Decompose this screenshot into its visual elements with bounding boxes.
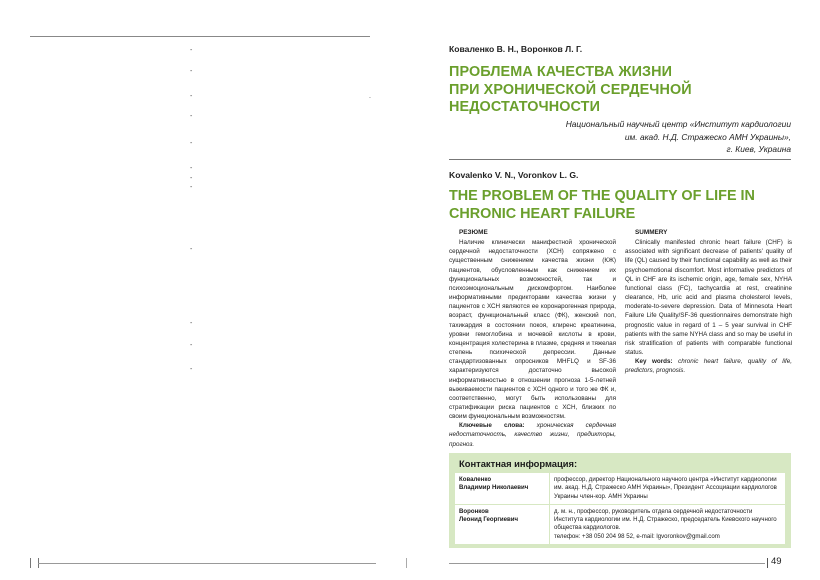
left-page-top-rule	[30, 36, 370, 37]
summary-keywords-label: Key words:	[635, 358, 673, 366]
summary-keywords-text: chronic heart failure, quality of life, predictors, prognosis.	[625, 358, 792, 375]
article-title-ru	[449, 64, 789, 117]
left-page-mark: -	[190, 140, 193, 147]
contact-description: д. м. н., профессор, руководитель отдела сердечной недостаточности Институтa кардиологии им. Н.Д. Стражеско, председатель Киевского научного общества кардиологов. телефон: +38 050 204 98 52, e-mail: lgvoronkov@gmail.com	[554, 507, 777, 540]
title-ru-line: НЕДОСТАТОЧНОСТИ	[449, 99, 601, 115]
left-page-mark: -	[190, 93, 193, 100]
affiliation-line: г. Киев, Украина	[726, 144, 791, 154]
resume-keywords	[449, 421, 616, 448]
left-page-mark: -	[190, 68, 193, 75]
contact-description: профессор, директор Национального научного центра «Институт кардиологии им. акад. Н.Д. Стражеско АМН Украины», Президент Ассоциации кардиологов Украины член-кор. АМН Украины	[554, 476, 777, 500]
contact-row	[455, 473, 785, 505]
left-page-mark: -	[190, 320, 193, 327]
left-page-mark: -	[190, 175, 193, 182]
contact-info-box	[449, 453, 791, 548]
footer-rule	[449, 563, 765, 564]
title-ru-line: ПРИ ХРОНИЧЕСКОЙ СЕРДЕЧНОЙ	[449, 81, 692, 98]
contact-name: Воронков Леонид Георгиевич	[455, 505, 550, 544]
left-page-mark: .	[369, 93, 371, 100]
contact-title: Контактная информация:	[459, 458, 578, 469]
resume-keywords-text: хроническая сердечная недостаточность, качество жизни, предикторы, прогноз.	[449, 422, 616, 448]
contact-table	[455, 473, 785, 544]
article-title-en	[449, 188, 794, 223]
left-page-mark: -	[190, 47, 193, 54]
contact-name: Коваленко Владимир Николаевич	[455, 473, 550, 504]
left-page-bottom-tick	[30, 558, 31, 568]
affiliation-line: Национальный научный центр «Институт кардиологии	[565, 119, 791, 129]
summary-heading: SUMMERY	[635, 229, 668, 236]
left-page-mark: -	[190, 165, 193, 172]
title-en-line: CHRONIC HEART FAILURE	[449, 205, 636, 222]
affiliation-line: им. акад. Н.Д. Стражеско АМН Украины»,	[624, 131, 791, 142]
footer-separator	[767, 558, 768, 568]
authors-ru: Коваленко В. Н., Воронков Л. Г.	[449, 44, 583, 54]
left-page-mark: -	[190, 366, 193, 373]
title-en-line: THE PROBLEM OF THE QUALITY OF LIFE IN	[449, 188, 755, 204]
authors-en: Kovalenko V. N., Voronkov L. G.	[449, 170, 579, 180]
left-page-bottom-rule	[38, 563, 376, 564]
summary-body: Clinically manifested chronic heart failure (CHF) is associated with significant decrease of patients' quality of life (QL) caused by their functional capability as well as their psychoemotional discomfort. Most informative predictors of QL in CHF are its ischemic origin, age, female sex, NYHA functional class (FC), tachycardia at rest, creatinine clearance, Hb, uric acid and plasma cholesterol levels, moderate-to-severe depression. Data of Minnesota Heart Failure Life Quality/SF-36 questionnaires demonstrate high prognostic value in regard of 1 – 5 year survival in CHF patients with the same NYHA class and so may be useful in risk stratification of patients with comparable functional status.	[625, 239, 792, 357]
page-number: 49	[771, 556, 782, 567]
resume-heading: РЕЗЮМЕ	[459, 229, 488, 236]
resume-column	[449, 228, 616, 449]
title-ru-line: ПРОБЛЕМА КАЧЕСТВА ЖИЗНИ	[449, 64, 673, 80]
left-page-mark: -	[190, 184, 193, 191]
left-page-mark: -	[190, 342, 193, 349]
contact-row	[455, 505, 785, 544]
resume-keywords-label: Ключевые слова:	[459, 422, 525, 430]
summary-column	[625, 228, 792, 376]
page-spine-mark	[406, 558, 407, 568]
resume-body: Наличие клинически манифестной хронической сердечной недостаточности (ХСН) сопряжено с существенным снижением качества жизни (КЖ) пациентов, обусловленным как снижением их функциональных возможностей, так и психоэмоциональным дискомфортом. Наиболее информативными предикторами качества жизни у пациентов с ХСН являются ее коронарогенная природа, возраст, функциональный класс (ФК), женский пол, тахикардия в состоянии покоя, клиренс креатинина, уровни гемоглобина и мочевой кислоты в крови, концентрация холестерина в плазме, средняя и тяжелая степень психической депрессии. Данные стандартизованных опросников MHFLQ и SF-36 характеризуются достаточно высокой информативностью в отношении прогноза 1-5-летней выживаемости пациентов с ХСН одного и того же ФК и, соответственно, могут быть использованы для стратификации риска пациентов с ХСН, близких по своим функциональным возможностям.	[449, 239, 616, 421]
left-page-mark: -	[190, 246, 193, 253]
summary-keywords	[625, 357, 792, 375]
left-page-mark: -	[190, 113, 193, 120]
section-divider	[449, 159, 791, 160]
affiliation	[491, 118, 791, 156]
